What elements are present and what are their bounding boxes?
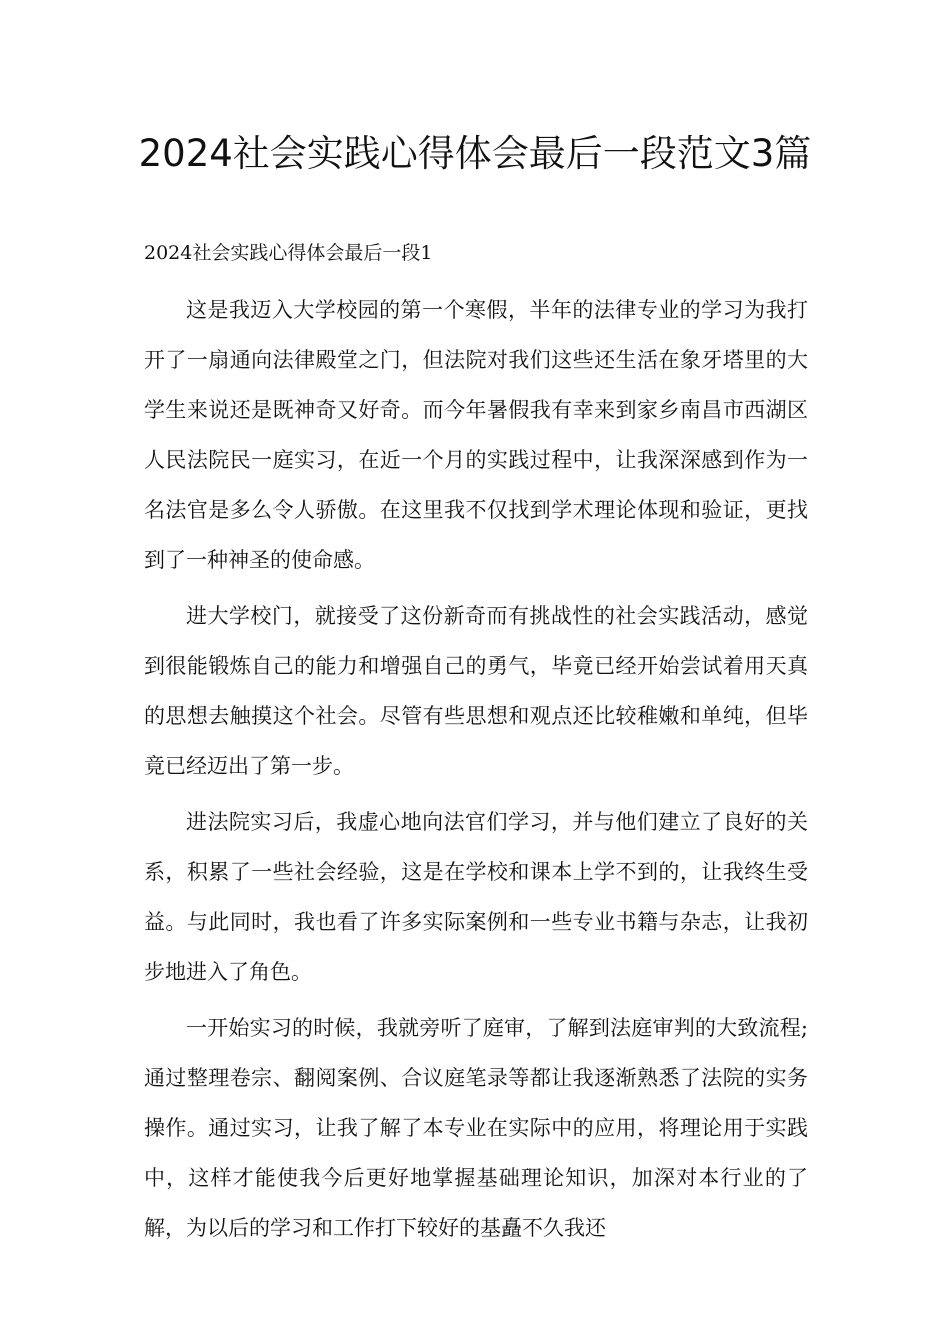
paragraph-4: 一开始实习的时候，我就旁听了庭审，了解到法庭审判的大致流程;通过整理卷宗、翻阅案例、合议庭笔录等都让我逐渐熟悉了法院的实务操作。通过实习，让我了解了本专业在实际中的应用，将理论用于实践中，这样才能使我今后更好地掌握基础理论知识，加深对本行业的了解，为以后的学习和工作打下较好的基矗不久我还 <box>144 1016 808 1240</box>
section-heading: 2024社会实践心得体会最后一段1 <box>144 242 433 264</box>
paragraph-1: 这是我迈入大学校园的第一个寒假，半年的法律专业的学习为我打开了一扇通向法律殿堂之门，但法院对我们这些还生活在象牙塔里的大学生来说还是既神奇又好奇。而今年暑假我有幸来到家乡南昌市西湖区人民法院民一庭实习，在近一个月的实践过程中，让我深深感到作为一名法官是多么令人骄傲。在这里我不仅找到学术理论体现和验证，更找到了一种神圣的使命感。 <box>144 298 808 572</box>
paragraph-3: 进法院实习后，我虚心地向法官们学习，并与他们建立了良好的关系，积累了一些社会经验，这是在学校和课本上学不到的，让我终生受益。与此同时，我也看了许多实际案例和一些专业书籍与杂志，让我初步地进入了角色。 <box>144 810 808 984</box>
paragraph-2: 进大学校门，就接受了这份新奇而有挑战性的社会实践活动，感觉到很能锻炼自己的能力和增强自己的勇气，毕竟已经开始尝试着用天真的思想去触摸这个社会。尽管有些思想和观点还比较稚嫩和单纯，但毕竟已经迈出了第一步。 <box>144 604 808 778</box>
document-title: 2024社会实践心得体会最后一段范文3篇 <box>138 132 812 175</box>
document-body <box>144 285 808 1259</box>
